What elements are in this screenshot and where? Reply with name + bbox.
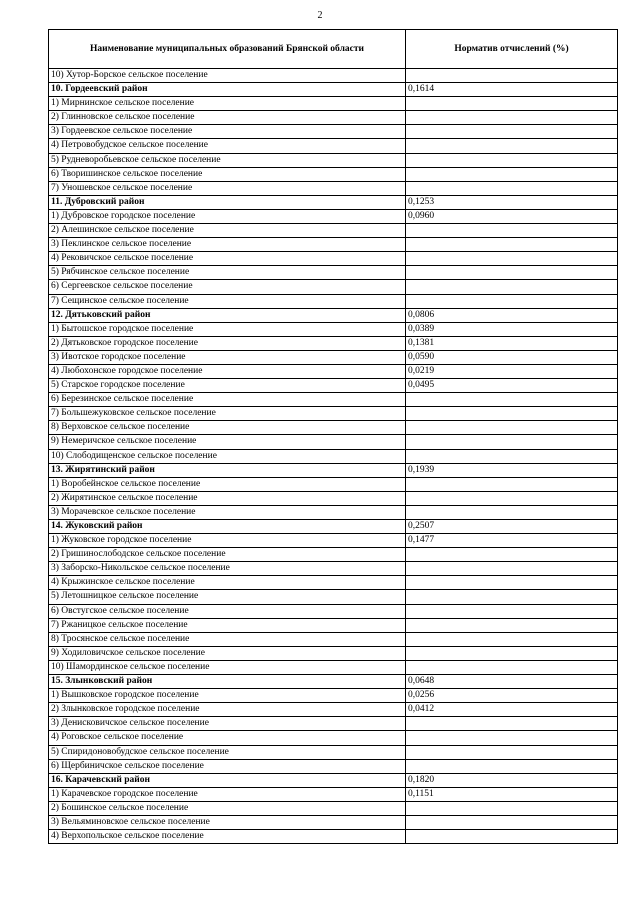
norm-value-cell xyxy=(406,125,618,139)
settlement-row xyxy=(49,787,618,801)
norm-value-cell xyxy=(406,745,618,759)
municipality-name-cell: 3) Денисковичское сельское поселение xyxy=(49,717,406,731)
municipality-name-cell: 7) Сещинское сельское поселение xyxy=(49,294,406,308)
municipality-name-cell: 3) Заборско-Никольское сельское поселение xyxy=(49,562,406,576)
settlement-row xyxy=(49,534,618,548)
settlement-row xyxy=(49,111,618,125)
settlement-row xyxy=(49,689,618,703)
settlement-row xyxy=(49,590,618,604)
norm-value-cell xyxy=(406,252,618,266)
norm-value-cell: 0,0219 xyxy=(406,364,618,378)
settlement-row xyxy=(49,449,618,463)
municipality-name-cell: 4) Роговское сельское поселение xyxy=(49,731,406,745)
municipality-name-cell: 1) Воробейнское сельское поселение xyxy=(49,477,406,491)
settlement-row xyxy=(49,181,618,195)
settlement-row xyxy=(49,167,618,181)
municipality-name-cell: 12. Дятьковский район xyxy=(49,308,406,322)
settlement-row xyxy=(49,815,618,829)
settlement-row xyxy=(49,505,618,519)
municipality-name-cell: 2) Злынковское городское поселение xyxy=(49,703,406,717)
municipality-name-cell: 6) Сергеевское сельское поселение xyxy=(49,280,406,294)
settlement-row xyxy=(49,97,618,111)
norm-value-cell xyxy=(406,590,618,604)
settlement-row xyxy=(49,604,618,618)
norm-value-cell xyxy=(406,421,618,435)
norm-value-cell: 0,0806 xyxy=(406,308,618,322)
municipality-name-cell: 10) Слободищенское сельское поселение xyxy=(49,449,406,463)
settlement-row xyxy=(49,646,618,660)
municipality-name-cell: 3) Вельяминовское сельское поселение xyxy=(49,815,406,829)
norm-value-cell xyxy=(406,224,618,238)
settlement-row xyxy=(49,336,618,350)
municipality-name-cell: 4) Крыжинское сельское поселение xyxy=(49,576,406,590)
settlement-row xyxy=(49,548,618,562)
municipality-name-cell: 2) Жирятинское сельское поселение xyxy=(49,491,406,505)
norm-value-cell xyxy=(406,548,618,562)
norm-value-cell xyxy=(406,801,618,815)
norm-value-cell: 0,0389 xyxy=(406,322,618,336)
norm-value-cell xyxy=(406,562,618,576)
norm-value-cell xyxy=(406,618,618,632)
norm-value-cell xyxy=(406,731,618,745)
municipality-name-cell: 8) Тросянское сельское поселение xyxy=(49,632,406,646)
municipality-name-cell: 5) Рябчинское сельское поселение xyxy=(49,266,406,280)
municipality-name-cell: 1) Вышковское городское поселение xyxy=(49,689,406,703)
municipality-name-cell: 5) Рудневоробьевское сельское поселение xyxy=(49,153,406,167)
settlement-row xyxy=(49,830,618,844)
norm-value-cell xyxy=(406,604,618,618)
norm-value-cell xyxy=(406,435,618,449)
norm-value-cell xyxy=(406,660,618,674)
norm-value-cell: 0,1939 xyxy=(406,463,618,477)
municipality-name-cell: 9) Немеричское сельское поселение xyxy=(49,435,406,449)
municipality-name-cell: 1) Бытошское городское поселение xyxy=(49,322,406,336)
norm-value-cell: 0,0412 xyxy=(406,703,618,717)
norm-value-cell: 0,0590 xyxy=(406,350,618,364)
settlement-row xyxy=(49,69,618,83)
municipality-name-cell: 5) Летошницкое сельское поселение xyxy=(49,590,406,604)
municipality-name-cell: 3) Морачевское сельское поселение xyxy=(49,505,406,519)
norm-value-cell xyxy=(406,139,618,153)
municipality-name-cell: 6) Щербиничское сельское поселение xyxy=(49,759,406,773)
settlement-row xyxy=(49,139,618,153)
norm-value-cell xyxy=(406,69,618,83)
norm-value-cell xyxy=(406,491,618,505)
norm-value-cell: 0,0960 xyxy=(406,209,618,223)
municipality-name-cell: 16. Карачевский район xyxy=(49,773,406,787)
settlement-row xyxy=(49,731,618,745)
municipality-name-cell: 6) Овстугское сельское поселение xyxy=(49,604,406,618)
district-row xyxy=(49,773,618,787)
municipality-name-cell: 2) Алешинское сельское поселение xyxy=(49,224,406,238)
settlement-row xyxy=(49,801,618,815)
norm-value-cell: 0,1381 xyxy=(406,336,618,350)
settlement-row xyxy=(49,562,618,576)
norm-value-cell: 0,1477 xyxy=(406,534,618,548)
settlement-row xyxy=(49,576,618,590)
municipality-name-cell: 3) Ивотское городское поселение xyxy=(49,350,406,364)
settlement-row xyxy=(49,153,618,167)
municipality-name-cell: 7) Большежуковское сельское поселение xyxy=(49,407,406,421)
norm-value-cell: 0,0495 xyxy=(406,379,618,393)
settlement-row xyxy=(49,477,618,491)
settlement-row xyxy=(49,364,618,378)
municipality-name-cell: 10. Гордеевский район xyxy=(49,83,406,97)
norm-value-cell xyxy=(406,477,618,491)
settlement-row xyxy=(49,294,618,308)
district-row xyxy=(49,83,618,97)
municipality-name-cell: 7) Ржаницкое сельское поселение xyxy=(49,618,406,632)
norm-value-cell xyxy=(406,97,618,111)
norm-value-cell: 0,1614 xyxy=(406,83,618,97)
municipality-name-cell: 2) Дятьковское городское поселение xyxy=(49,336,406,350)
settlement-row xyxy=(49,252,618,266)
municipality-name-cell: 3) Пеклинское сельское поселение xyxy=(49,238,406,252)
settlement-row xyxy=(49,125,618,139)
district-row xyxy=(49,520,618,534)
norm-value-cell xyxy=(406,153,618,167)
municipality-name-cell: 9) Ходиловичское сельское поселение xyxy=(49,646,406,660)
norm-value-cell: 0,2507 xyxy=(406,520,618,534)
settlement-row xyxy=(49,618,618,632)
settlement-row xyxy=(49,632,618,646)
norm-value-cell xyxy=(406,759,618,773)
settlement-row xyxy=(49,280,618,294)
municipality-name-cell: 14. Жуковский район xyxy=(49,520,406,534)
settlement-row xyxy=(49,393,618,407)
table-body xyxy=(49,69,618,844)
norm-value-cell xyxy=(406,815,618,829)
norm-value-cell: 0,1253 xyxy=(406,195,618,209)
settlement-row xyxy=(49,703,618,717)
municipality-name-cell: 7) Уношевское сельское поселение xyxy=(49,181,406,195)
municipality-name-cell: 4) Петровобудское сельское поселение xyxy=(49,139,406,153)
settlement-row xyxy=(49,266,618,280)
municipality-name-cell: 5) Старское городское поселение xyxy=(49,379,406,393)
norm-value-cell xyxy=(406,181,618,195)
norm-value-cell xyxy=(406,167,618,181)
settlement-row xyxy=(49,322,618,336)
deduction-norms-table xyxy=(48,29,618,844)
district-row xyxy=(49,463,618,477)
settlement-row xyxy=(49,759,618,773)
norm-value-cell: 0,1151 xyxy=(406,787,618,801)
municipality-name-cell: 13. Жирятинский район xyxy=(49,463,406,477)
municipality-name-cell: 2) Бошинское сельское поселение xyxy=(49,801,406,815)
district-row xyxy=(49,308,618,322)
municipality-name-cell: 4) Верхопольское сельское поселение xyxy=(49,830,406,844)
municipality-name-cell: 4) Рековичское сельское поселение xyxy=(49,252,406,266)
settlement-row xyxy=(49,660,618,674)
norm-value-cell xyxy=(406,238,618,252)
norm-value-cell xyxy=(406,576,618,590)
municipality-name-cell: 1) Жуковское городское поселение xyxy=(49,534,406,548)
settlement-row xyxy=(49,407,618,421)
column-header-norm: Норматив отчислений (%) xyxy=(406,30,618,69)
norm-value-cell xyxy=(406,830,618,844)
norm-value-cell xyxy=(406,393,618,407)
norm-value-cell: 0,0648 xyxy=(406,675,618,689)
municipality-name-cell: 15. Злынковский район xyxy=(49,675,406,689)
norm-value-cell: 0,1820 xyxy=(406,773,618,787)
municipality-name-cell: 1) Дубровское городское поселение xyxy=(49,209,406,223)
settlement-row xyxy=(49,717,618,731)
norm-value-cell xyxy=(406,717,618,731)
municipality-name-cell: 2) Глинновское сельское поселение xyxy=(49,111,406,125)
district-row xyxy=(49,675,618,689)
municipality-name-cell: 6) Творишинское сельское поселение xyxy=(49,167,406,181)
norm-value-cell xyxy=(406,632,618,646)
norm-value-cell xyxy=(406,294,618,308)
settlement-row xyxy=(49,209,618,223)
municipality-name-cell: 2) Гришинослободское сельское поселение xyxy=(49,548,406,562)
municipality-name-cell: 6) Березинское сельское поселение xyxy=(49,393,406,407)
settlement-row xyxy=(49,435,618,449)
settlement-row xyxy=(49,224,618,238)
municipality-name-cell: 4) Любохонское городское поселение xyxy=(49,364,406,378)
settlement-row xyxy=(49,745,618,759)
page-number: 2 xyxy=(317,10,323,21)
district-row xyxy=(49,195,618,209)
norm-value-cell xyxy=(406,646,618,660)
municipality-name-cell: 10) Шамординское сельское поселение xyxy=(49,660,406,674)
municipality-name-cell: 3) Гордеевское сельское поселение xyxy=(49,125,406,139)
table-header xyxy=(49,30,618,69)
norm-value-cell xyxy=(406,449,618,463)
column-header-municipality: Наименование муниципальных образований Брянской области xyxy=(49,30,406,69)
municipality-name-cell: 11. Дубровский район xyxy=(49,195,406,209)
norm-value-cell xyxy=(406,266,618,280)
municipality-name-cell: 8) Верховское сельское поселение xyxy=(49,421,406,435)
municipality-name-cell: 1) Мирнинское сельское поселение xyxy=(49,97,406,111)
norm-value-cell: 0,0256 xyxy=(406,689,618,703)
settlement-row xyxy=(49,238,618,252)
municipality-name-cell: 10) Хутор-Борское сельское поселение xyxy=(49,69,406,83)
municipality-name-cell: 1) Карачевское городское поселение xyxy=(49,787,406,801)
settlement-row xyxy=(49,491,618,505)
settlement-row xyxy=(49,379,618,393)
settlement-row xyxy=(49,421,618,435)
norm-value-cell xyxy=(406,407,618,421)
norm-value-cell xyxy=(406,280,618,294)
municipality-name-cell: 5) Спиридоновобудское сельское поселение xyxy=(49,745,406,759)
norm-value-cell xyxy=(406,505,618,519)
settlement-row xyxy=(49,350,618,364)
norm-value-cell xyxy=(406,111,618,125)
